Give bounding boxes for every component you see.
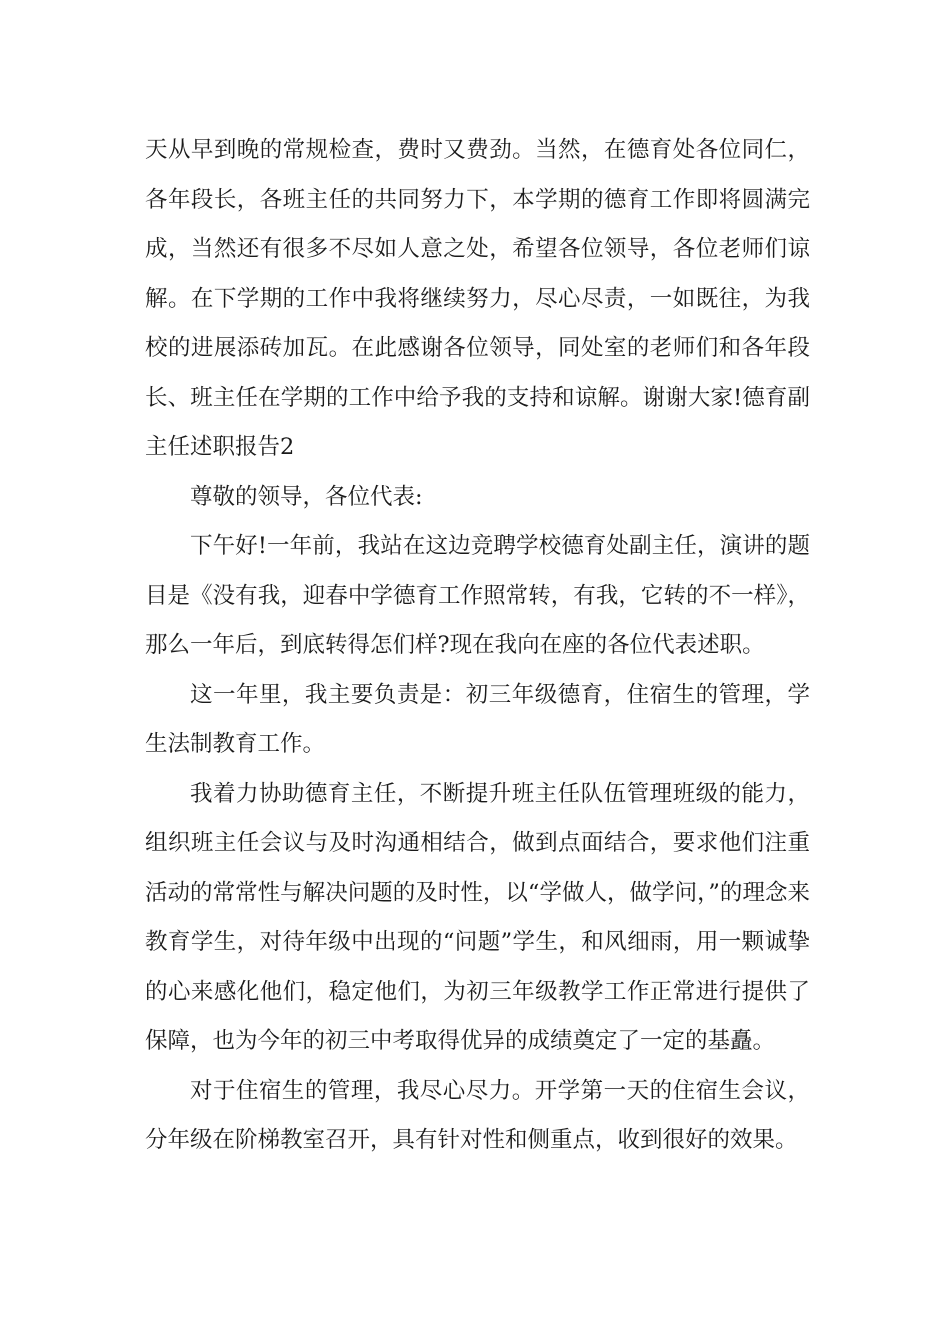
paragraph-salutation: 尊敬的领导，各位代表: <box>190 483 423 510</box>
paragraph-continuation: 天从早到晚的常规检查，费时又费劲。当然，在德育处各位同仁，各年段长，各班主任的共同努力下，本学期的德育工作即将圆满完成，当然还有很多不尽如人意之处，希望各位领导，各位老师们谅解。在下学期的工作中我将继续努力，尽心尽责，一如既往，为我校的进展添砖加瓦。在此感谢各位领导，同处室的老师们和各年段长、班主任在学期的工作中给予我的支持和谅解。谢谢大家!德育副主任述职报告2 <box>145 137 810 460</box>
paragraph-boarding-management: 对于住宿生的管理，我尽心尽力。开学第一天的住宿生会议，分年级在阶梯教室召开，具有针对性和侧重点，收到很好的效果。 <box>145 1077 810 1153</box>
paragraph-grade-work: 我着力协助德育主任，不断提升班主任队伍管理班级的能力，组织班主任会议与及时沟通相结合，做到点面结合，要求他们注重活动的常常性与解决问题的及时性，以“学做人，做学问，”的理念来教育学生，对待年级中出现的“问题”学生，和风细雨，用一颗诚挚的心来感化他们，稳定他们，为初三年级教学工作正常进行提供了保障，也为今年的初三中考取得优异的成绩奠定了一定的基矗。 <box>145 780 810 1054</box>
document-body <box>145 126 810 1166</box>
paragraph-greeting: 下午好!一年前，我站在这边竞聘学校德育处副主任，演讲的题目是《没有我，迎春中学德育工作照常转，有我，它转的不一样》，那么一年后，到底转得怎们样?现在我向在座的各位代表述职。 <box>145 533 810 658</box>
paragraph-responsibilities: 这一年里，我主要负责是：初三年级德育，住宿生的管理，学生法制教育工作。 <box>145 681 810 757</box>
